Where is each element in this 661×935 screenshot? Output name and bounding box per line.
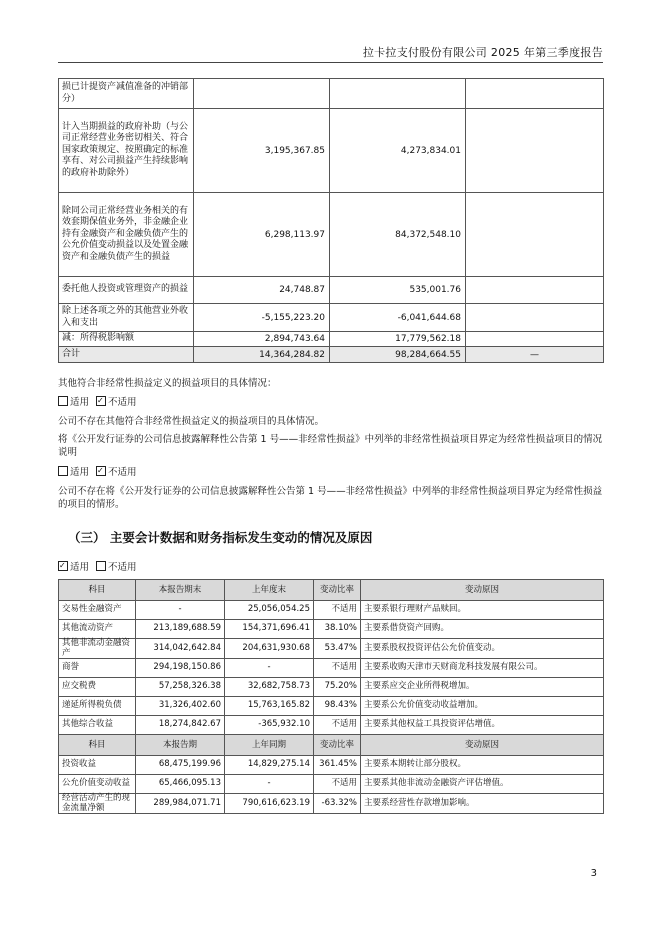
reason-cell: 主要系经营性存款增加影响。 xyxy=(361,794,604,814)
major-changes-table xyxy=(58,579,604,814)
ytd-value xyxy=(330,79,466,109)
note-cell xyxy=(466,79,604,109)
current-period-value: 6,298,113.97 xyxy=(194,193,330,277)
current-cell: 213,189,688.59 xyxy=(136,620,225,639)
no-other-items-paragraph: 公司不存在其他符合非经常性损益定义的损益项目的具体情况。 xyxy=(58,416,325,427)
table-row xyxy=(59,332,604,347)
checkbox-label: 适用 xyxy=(70,397,90,408)
note-cell xyxy=(466,193,604,277)
item-cell: 应交税费 xyxy=(59,678,136,697)
table-row xyxy=(59,193,604,277)
item-cell: 其他非流动金融资产 xyxy=(59,639,136,659)
current-cell: 294,198,150.86 xyxy=(136,659,225,678)
column-header: 科目 xyxy=(59,735,136,756)
checkbox-checked-icon xyxy=(96,466,106,476)
reclassification-paragraph: 将《公开发行证券的公司信息披露解释性公告第 1 号——非经常性损益》中列举的非经常性损益项目界定为经常性损益项目的情况说明 xyxy=(58,434,603,458)
column-header: 本报告期 xyxy=(136,735,225,756)
row-label: 除上述各项之外的其他营业外收入和支出 xyxy=(59,304,194,332)
table-row xyxy=(59,304,604,332)
row-label: 除同公司正常经营业务相关的有效套期保值业务外，非金融企业持有金融资产和金融负债产生的公允价值变动损益以及处置金融资产和金融负债产生的损益 xyxy=(59,193,194,277)
section-heading: （三） 主要会计数据和财务指标发生变动的情况及原因 xyxy=(68,530,373,545)
current-period-value: 2,894,743.64 xyxy=(194,332,330,347)
prior-cell: 790,616,623.19 xyxy=(225,794,314,814)
ytd-value: 98,284,664.55 xyxy=(330,347,466,363)
current-cell: 68,475,199.96 xyxy=(136,756,225,775)
checkbox-label: 不适用 xyxy=(108,562,137,573)
checkbox-label: 适用 xyxy=(70,562,90,573)
current-cell: - xyxy=(136,601,225,620)
reason-cell: 主要系公允价值变动收益增加。 xyxy=(361,697,604,716)
column-header: 变动原因 xyxy=(361,580,604,601)
table-row xyxy=(59,639,604,659)
header-divider xyxy=(58,62,603,63)
reason-cell: 主要系股权投资评估公允价值变动。 xyxy=(361,639,604,659)
row-label: 委托他人投资或管理资产的损益 xyxy=(59,277,194,304)
applicability-checkbox-row-2 xyxy=(58,466,604,479)
ytd-value: 535,001.76 xyxy=(330,277,466,304)
checkbox-label: 适用 xyxy=(70,467,90,478)
table-row xyxy=(59,277,604,304)
column-header: 科目 xyxy=(59,580,136,601)
prior-cell: 204,631,930.68 xyxy=(225,639,314,659)
table-row xyxy=(59,620,604,639)
applicability-checkbox-row-1 xyxy=(58,396,604,409)
column-header: 变动比率 xyxy=(314,735,361,756)
column-header: 上年同期 xyxy=(225,735,314,756)
change-cell: 不适用 xyxy=(314,601,361,620)
checkbox-label: 不适用 xyxy=(108,397,137,408)
column-header: 本报告期末 xyxy=(136,580,225,601)
item-cell: 商誉 xyxy=(59,659,136,678)
checkbox-icon xyxy=(58,396,68,406)
ytd-value: 17,779,562.18 xyxy=(330,332,466,347)
item-cell: 经营活动产生的现金流量净额 xyxy=(59,794,136,814)
non-recurring-items-table xyxy=(58,78,604,363)
note-cell xyxy=(466,304,604,332)
note-cell xyxy=(466,277,604,304)
prior-cell: -365,932.10 xyxy=(225,716,314,735)
prior-cell: 14,829,275.14 xyxy=(225,756,314,775)
column-header: 变动原因 xyxy=(361,735,604,756)
reason-cell: 主要系借贷资产回购。 xyxy=(361,620,604,639)
reason-cell: 主要系银行理财产品赎回。 xyxy=(361,601,604,620)
change-cell: 不适用 xyxy=(314,716,361,735)
column-header: 变动比率 xyxy=(314,580,361,601)
checkbox-icon xyxy=(58,466,68,476)
column-header: 上年度末 xyxy=(225,580,314,601)
other-items-paragraph: 其他符合非经常性损益定义的损益项目的具体情况： xyxy=(58,378,277,389)
current-cell: 314,042,642.84 xyxy=(136,639,225,659)
change-cell: -63.32% xyxy=(314,794,361,814)
item-cell: 其他综合收益 xyxy=(59,716,136,735)
checkbox-checked-icon xyxy=(96,396,106,406)
change-cell: 98.43% xyxy=(314,697,361,716)
ytd-value: 84,372,548.10 xyxy=(330,193,466,277)
change-cell: 不适用 xyxy=(314,775,361,794)
table-row xyxy=(59,756,604,775)
change-cell: 361.45% xyxy=(314,756,361,775)
table-header-row xyxy=(59,580,604,601)
change-cell: 53.47% xyxy=(314,639,361,659)
note-cell xyxy=(466,109,604,193)
current-period-value: 14,364,284.82 xyxy=(194,347,330,363)
item-cell: 交易性金融资产 xyxy=(59,601,136,620)
table-row xyxy=(59,659,604,678)
prior-cell: - xyxy=(225,659,314,678)
no-reclassification-paragraph: 公司不存在将《公开发行证券的公司信息披露解释性公告第 1 号——非经常性损益》中列举的非经常性损益项目界定为经常性损益的项目的情形。 xyxy=(58,486,603,510)
item-cell: 投资收益 xyxy=(59,756,136,775)
current-period-value: 24,748.87 xyxy=(194,277,330,304)
table-row xyxy=(59,601,604,620)
current-cell: 65,466,095.13 xyxy=(136,775,225,794)
table-row xyxy=(59,794,604,814)
table-row xyxy=(59,678,604,697)
report-header-title: 拉卡拉支付股份有限公司 2025 年第三季度报告 xyxy=(362,46,603,59)
table-row xyxy=(59,79,604,109)
item-cell: 其他流动资产 xyxy=(59,620,136,639)
prior-cell: 154,371,696.41 xyxy=(225,620,314,639)
row-label: 损已计提资产减值准备的冲销部分） xyxy=(59,79,194,109)
checkbox-checked-icon xyxy=(58,561,68,571)
current-cell: 31,326,402.60 xyxy=(136,697,225,716)
current-cell: 289,984,071.71 xyxy=(136,794,225,814)
current-cell: 18,274,842.67 xyxy=(136,716,225,735)
row-label: 计入当期损益的政府补助（与公司正常经营业务密切相关、符合国家政策规定、按照确定的标准享有、对公司损益产生持续影响的政府补助除外） xyxy=(59,109,194,193)
reason-cell: 主要系应交企业所得税增加。 xyxy=(361,678,604,697)
prior-cell: 25,056,054.25 xyxy=(225,601,314,620)
prior-cell: 32,682,758.73 xyxy=(225,678,314,697)
item-cell: 递延所得税负债 xyxy=(59,697,136,716)
current-period-value: -5,155,223.20 xyxy=(194,304,330,332)
prior-cell: - xyxy=(225,775,314,794)
reason-cell: 主要系其他权益工具投资评估增值。 xyxy=(361,716,604,735)
current-cell: 57,258,326.38 xyxy=(136,678,225,697)
table-row xyxy=(59,716,604,735)
change-cell: 75.20% xyxy=(314,678,361,697)
row-label: 合计 xyxy=(59,347,194,363)
current-period-value xyxy=(194,79,330,109)
ytd-value: 4,273,834.01 xyxy=(330,109,466,193)
row-label: 减：所得税影响额 xyxy=(59,332,194,347)
reason-cell: 主要系其他非流动金融资产评估增值。 xyxy=(361,775,604,794)
prior-cell: 15,763,165.82 xyxy=(225,697,314,716)
table-row xyxy=(59,347,604,363)
reason-cell: 主要系收购天津市天财商龙科技发展有限公司。 xyxy=(361,659,604,678)
table-row xyxy=(59,697,604,716)
page-number: 3 xyxy=(590,868,597,879)
current-period-value: 3,195,367.85 xyxy=(194,109,330,193)
checkbox-label: 不适用 xyxy=(108,467,137,478)
table-row xyxy=(59,109,604,193)
reason-cell: 主要系本期转让部分股权。 xyxy=(361,756,604,775)
applicability-checkbox-row-3 xyxy=(58,561,604,574)
note-cell xyxy=(466,332,604,347)
note-cell: — xyxy=(466,347,604,363)
item-cell: 公允价值变动收益 xyxy=(59,775,136,794)
table-header-row xyxy=(59,735,604,756)
change-cell: 38.10% xyxy=(314,620,361,639)
checkbox-icon xyxy=(96,561,106,571)
ytd-value: -6,041,644.68 xyxy=(330,304,466,332)
table-row xyxy=(59,775,604,794)
change-cell: 不适用 xyxy=(314,659,361,678)
